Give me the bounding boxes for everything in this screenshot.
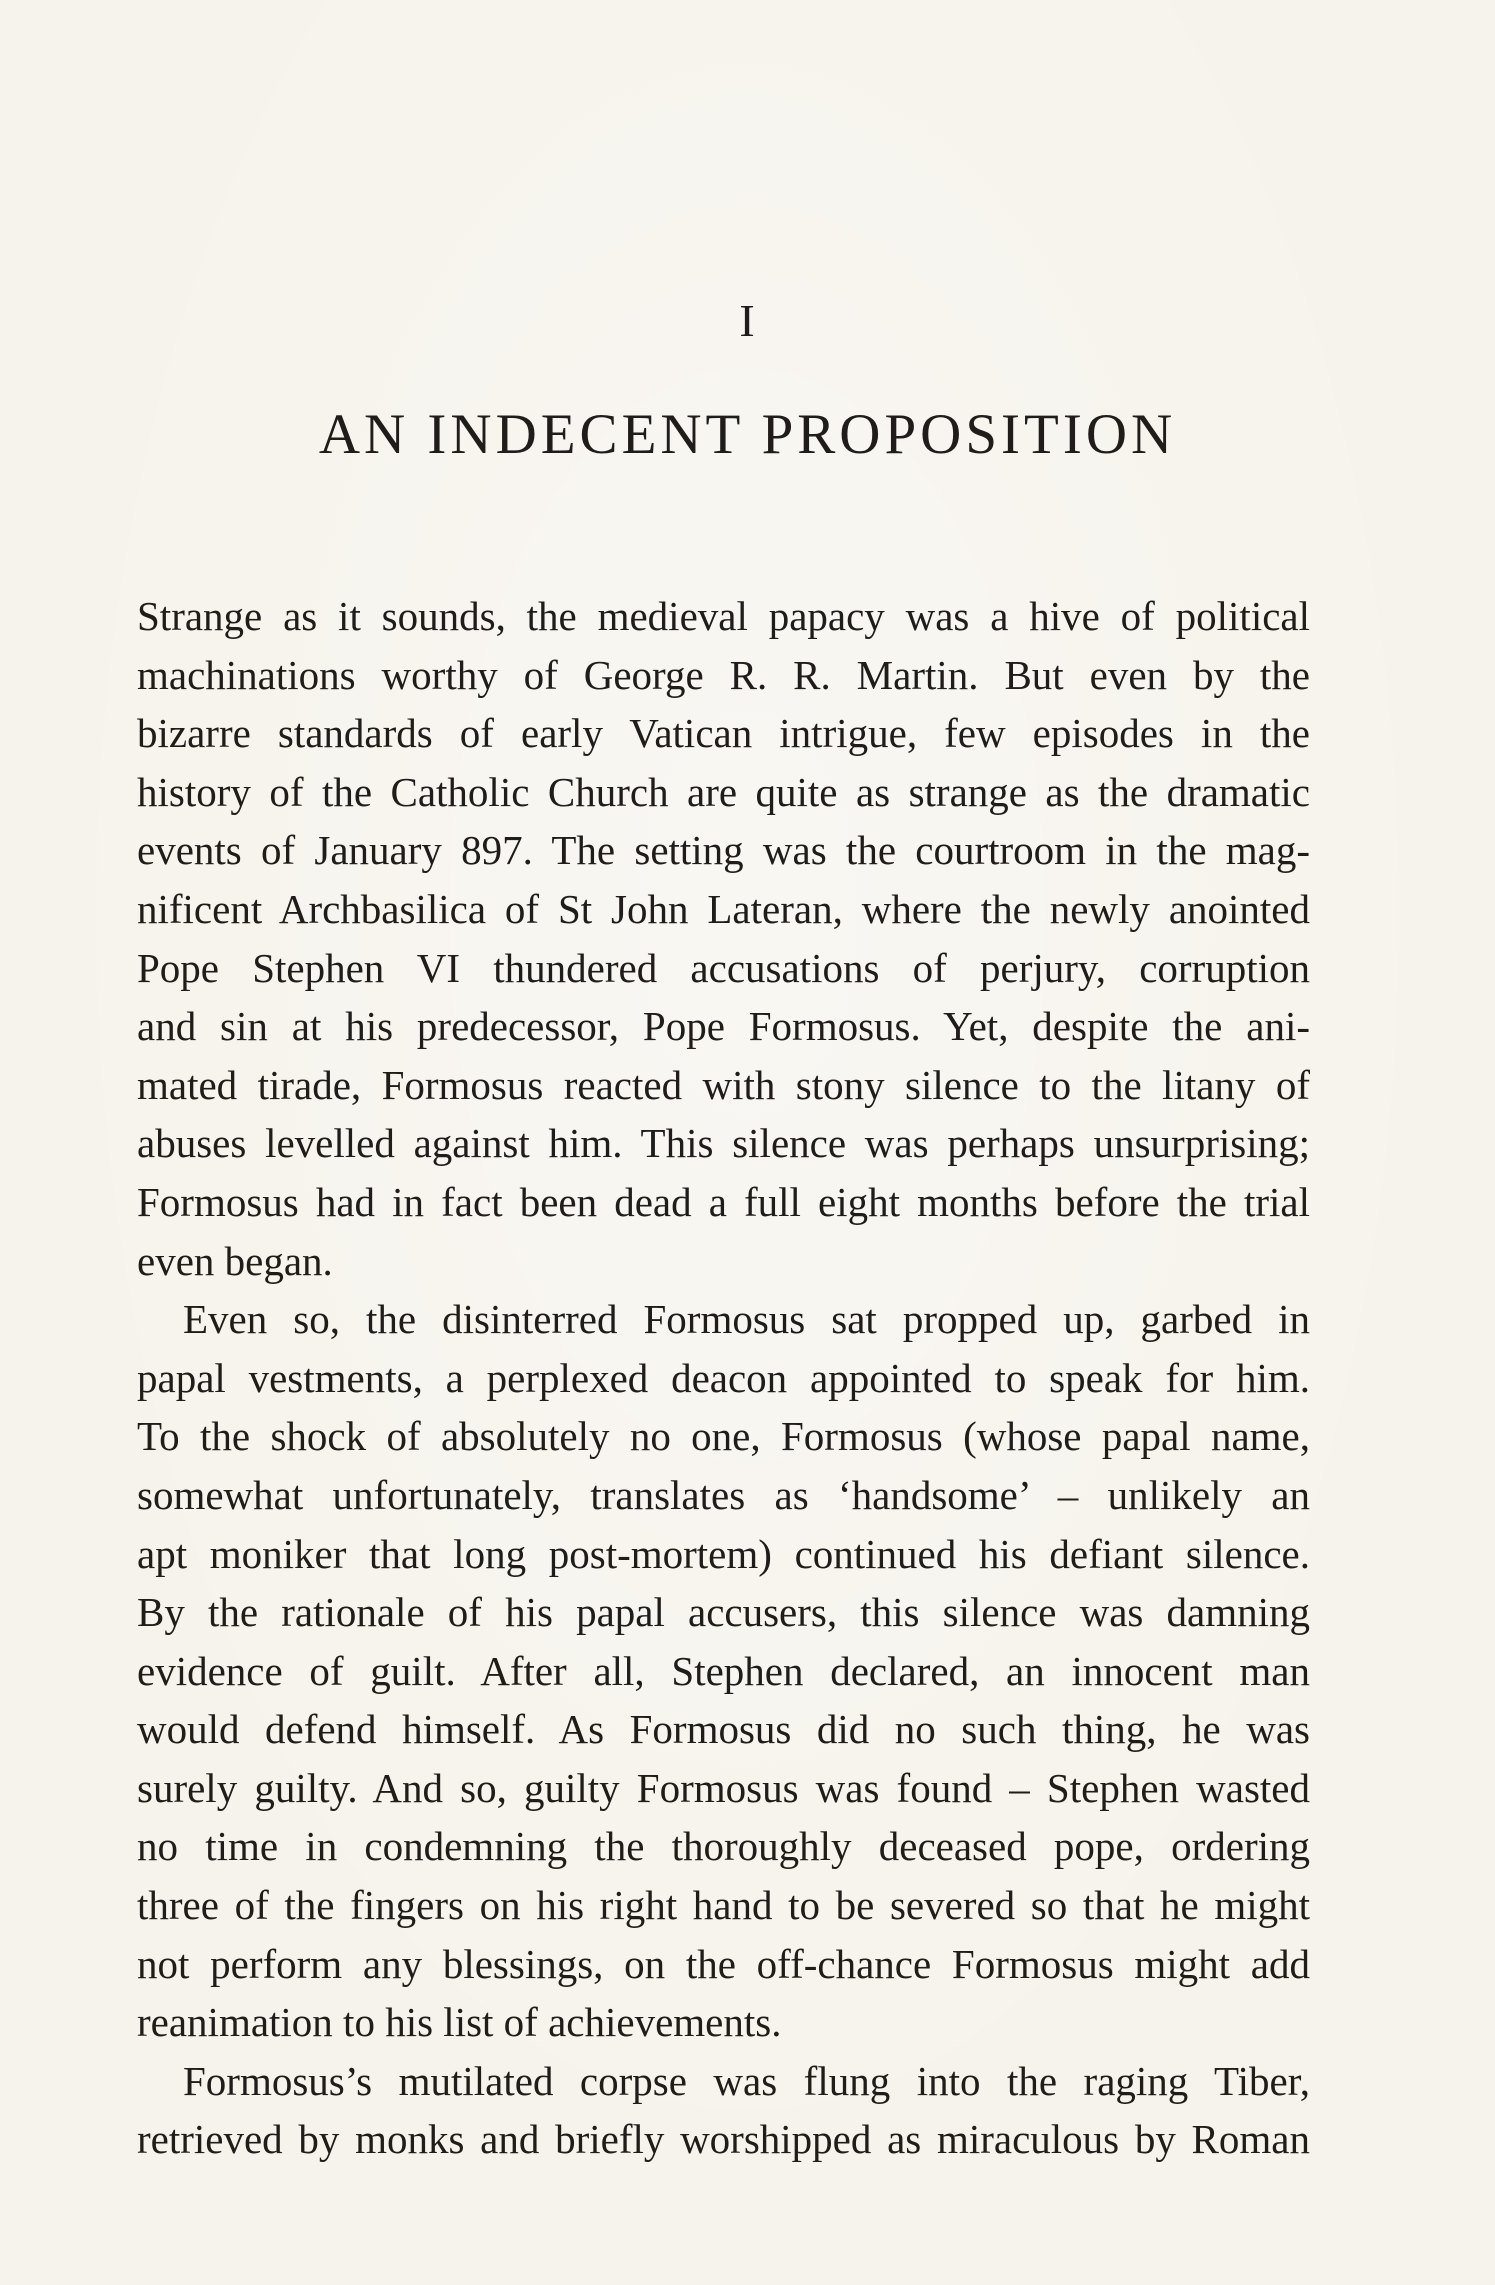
text-line: Even so, the disinterred Formosus sat propped up, garbed in xyxy=(183,1296,1310,1343)
text-line: no time in condemning the thoroughly deceased pope, ordering xyxy=(137,1823,1310,1870)
text-line: bizarre standards of early Vatican intrigue, few episodes in the xyxy=(137,710,1310,757)
text-line: papal vestments, a perplexed deacon appointed to speak for him. xyxy=(137,1354,1310,1401)
paragraph-1 xyxy=(137,587,1310,1290)
chapter-title: AN INDECENT PROPOSITION xyxy=(318,403,1177,466)
text-line: reanimation to his list of achievements. xyxy=(137,1999,782,2046)
chapter-number: I xyxy=(739,295,756,346)
body-text xyxy=(137,587,1310,2169)
paragraph-3 xyxy=(137,2052,1310,2169)
text-line: Formosus had in fact been dead a full eight months before the trial xyxy=(137,1178,1310,1225)
text-line: Formosus’s mutilated corpse was flung into the raging Tiber, xyxy=(183,2057,1310,2104)
text-line: mated tirade, Formosus reacted with stony silence to the litany of xyxy=(137,1061,1310,1108)
text-line: Pope Stephen VI thundered accusations of perjury, corruption xyxy=(137,944,1310,991)
text-line: Strange as it sounds, the medieval papacy was a hive of political xyxy=(137,593,1310,639)
text-line: machinations worthy of George R. R. Martin. But even by the xyxy=(137,651,1310,698)
text-line: To the shock of absolutely no one, Formosus (whose papal name, xyxy=(137,1413,1310,1460)
text-line: abuses levelled against him. This silence was perhaps unsurprising; xyxy=(137,1120,1310,1167)
paragraph-2 xyxy=(137,1290,1310,2052)
text-line: apt moniker that long post-mortem) continued his defiant silence. xyxy=(137,1530,1310,1577)
text-line: surely guilty. And so, guilty Formosus was found – Stephen wasted xyxy=(137,1764,1310,1811)
text-line: three of the fingers on his right hand to be severed so that he might xyxy=(137,1882,1310,1929)
text-line: would defend himself. As Formosus did no such thing, he was xyxy=(137,1706,1310,1753)
text-line: somewhat unfortunately, translates as ‘handsome’ – unlikely an xyxy=(137,1471,1310,1518)
text-line: history of the Catholic Church are quite as strange as the dramatic xyxy=(137,768,1310,815)
text-line: evidence of guilt. After all, Stephen declared, an innocent man xyxy=(137,1647,1310,1694)
text-line: even began. xyxy=(137,1237,333,1284)
text-line: events of January 897. The setting was the courtroom in the mag- xyxy=(137,827,1310,874)
text-line: and sin at his predecessor, Pope Formosus. Yet, despite the ani- xyxy=(137,1003,1310,1050)
text-line: By the rationale of his papal accusers, this silence was damning xyxy=(137,1589,1310,1636)
text-line: not perform any blessings, on the off-chance Formosus might add xyxy=(137,1940,1310,1987)
text-line: retrieved by monks and briefly worshipped as miraculous by Roman xyxy=(137,2116,1310,2163)
text-line: nificent Archbasilica of St John Lateran, where the newly anointed xyxy=(137,885,1310,932)
